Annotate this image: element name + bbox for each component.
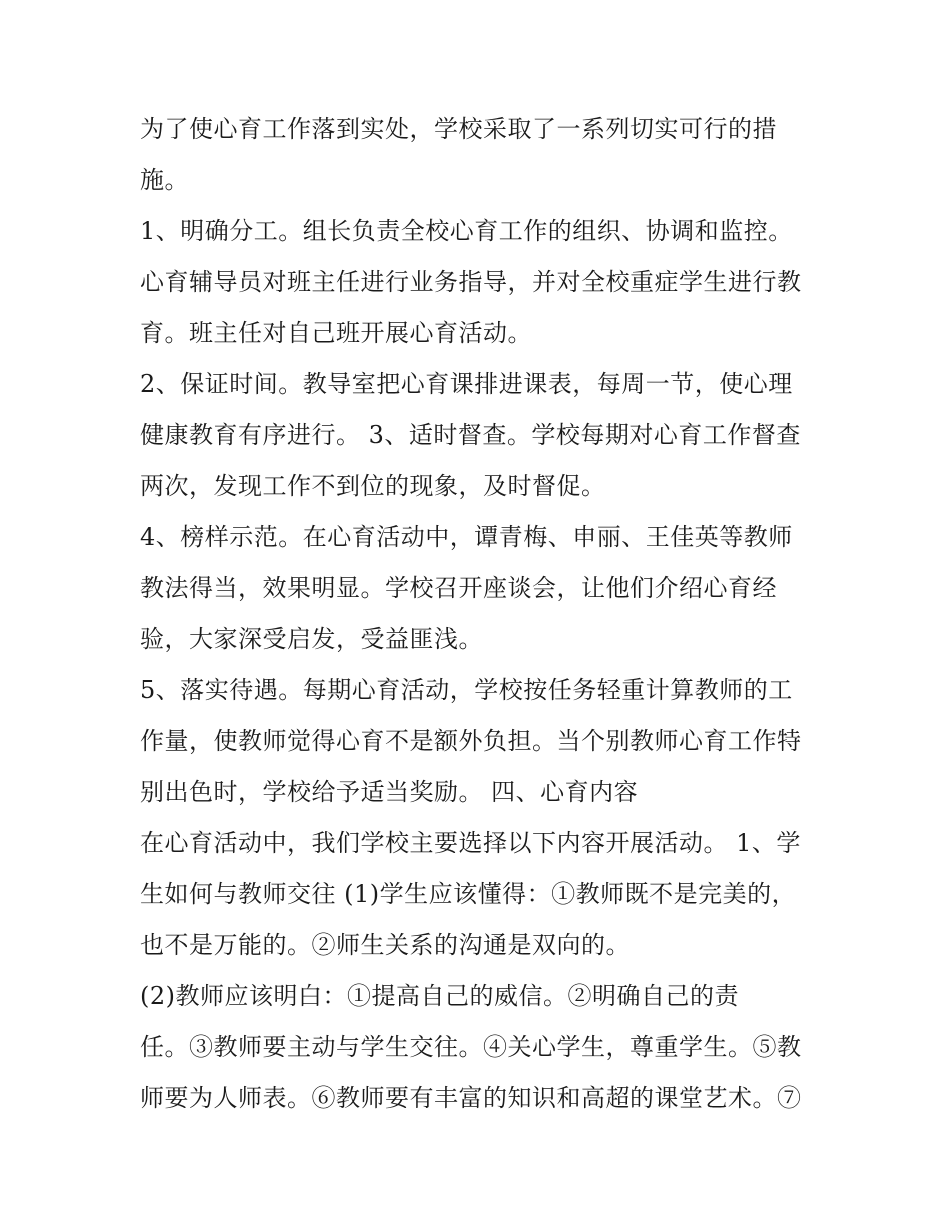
text-line: 1、明确分工。组长负责全校心育工作的组织、协调和监控。 <box>140 217 793 245</box>
text-line: 在心育活动中，我们学校主要选择以下内容开展活动。 1、学 <box>140 829 801 857</box>
text-line: 心育辅导员对班主任进行业务指导，并对全校重症学生进行教 <box>140 268 802 296</box>
text-line: 两次，发现工作不到位的现象，及时督促。 <box>140 472 606 500</box>
text-line: 生如何与教师交往 (1)学生应该懂得：①教师既不是完美的， <box>140 880 797 908</box>
text-line: 教法得当，效果明显。学校召开座谈会，让他们介绍心育经 <box>140 574 777 602</box>
text-line: 为了使心育工作落到实处，学校采取了一系列切实可行的措 <box>140 115 777 143</box>
text-line: 2、保证时间。教导室把心育课排进课表，每周一节，使心理 <box>140 370 793 398</box>
text-line: 任。③教师要主动与学生交往。④关心学生，尊重学生。⑤教 <box>140 1033 802 1061</box>
text-line: 师要为人师表。⑥教师要有丰富的知识和高超的课堂艺术。⑦ <box>140 1084 802 1112</box>
text-line: 育。班主任对自己班开展心育活动。 <box>140 319 532 347</box>
text-line: 作量，使教师觉得心育不是额外负担。当个别教师心育工作特 <box>140 727 802 755</box>
text-line: 健康教育有序进行。 3、适时督查。学校每期对心育工作督查 <box>140 421 801 449</box>
text-line: 别出色时，学校给予适当奖励。 四、心育内容 <box>140 778 639 806</box>
text-line: 也不是万能的。②师生关系的沟通是双向的。 <box>140 931 630 959</box>
text-line: 5、落实待遇。每期心育活动，学校按任务轻重计算教师的工 <box>140 676 793 704</box>
body-text <box>140 104 830 1124</box>
text-line: 4、榜样示范。在心育活动中，谭青梅、申丽、王佳英等教师 <box>140 523 793 551</box>
text-line: 施。 <box>140 166 189 194</box>
text-line: 验，大家深受启发，受益匪浅。 <box>140 625 483 653</box>
text-line: (2)教师应该明白：①提高自己的威信。②明确自己的责 <box>140 982 739 1010</box>
